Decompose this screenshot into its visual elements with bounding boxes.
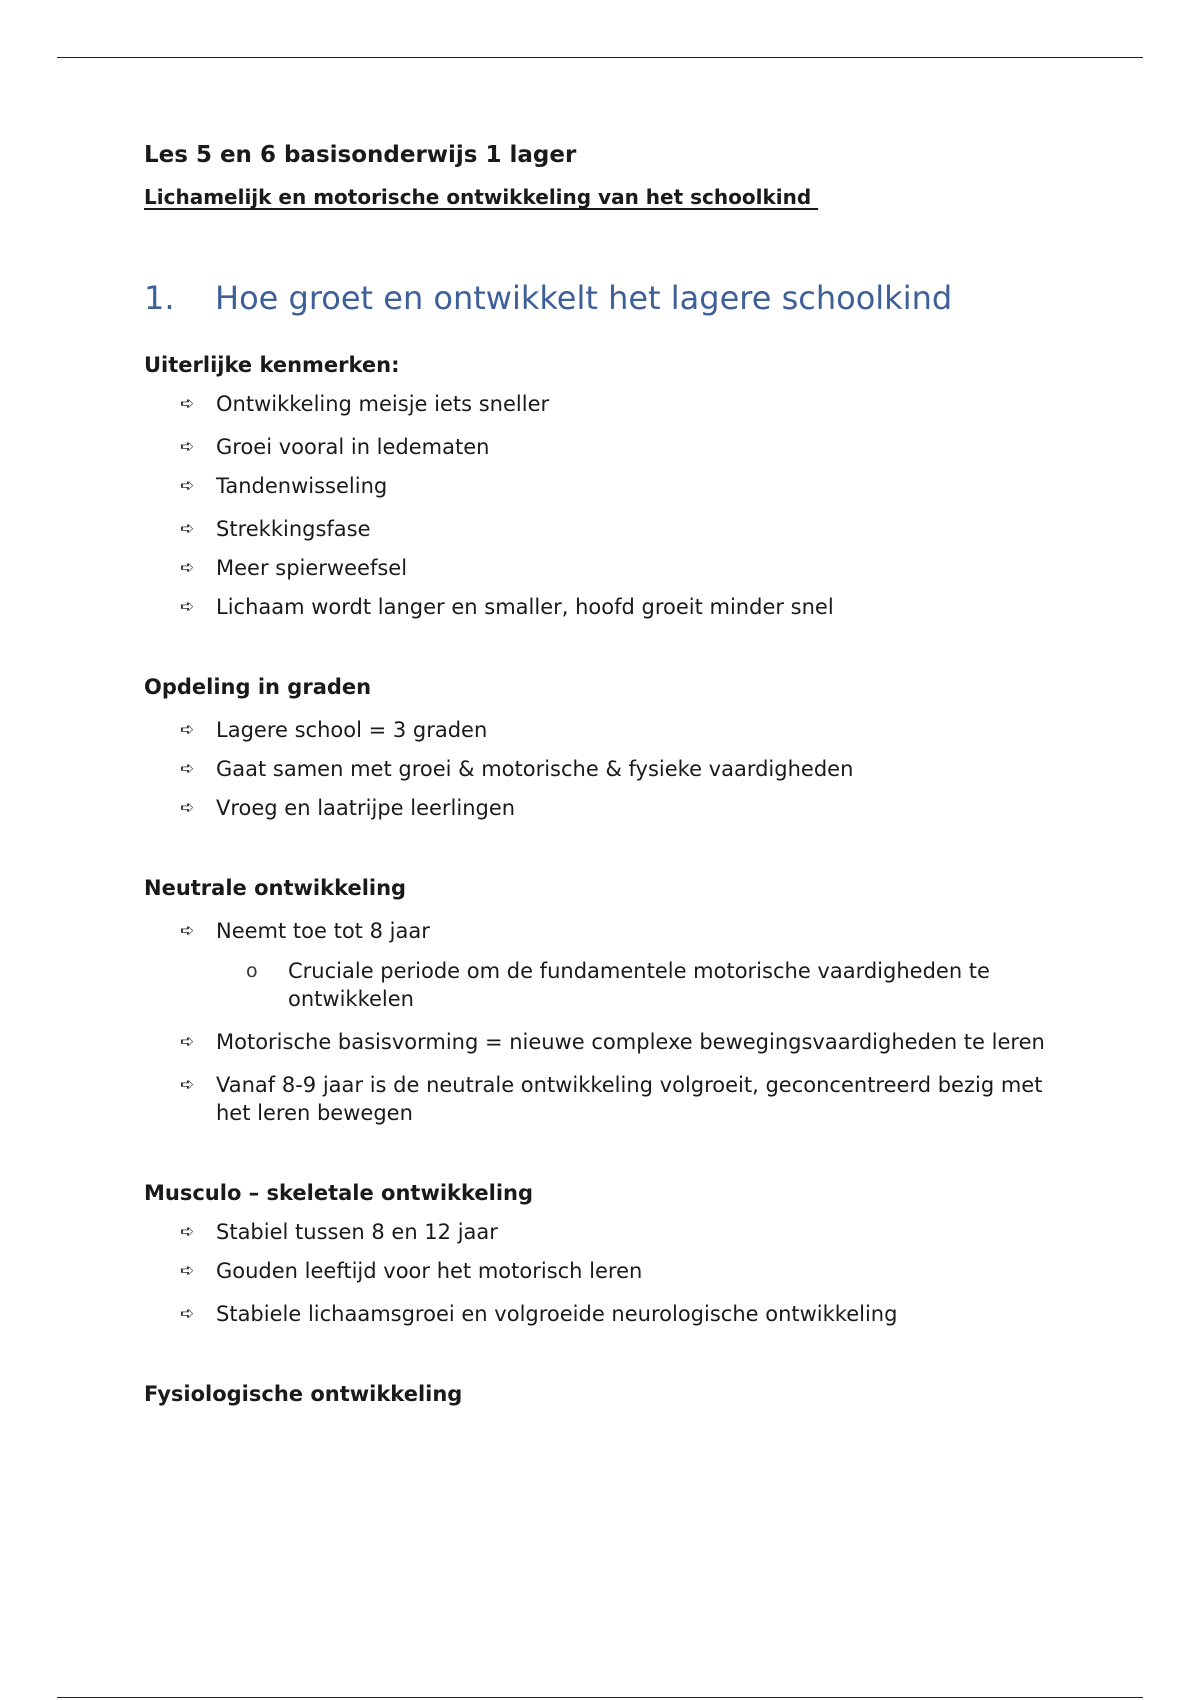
list-item: ➪ Gouden leeftijd voor het motorisch leren bbox=[180, 1259, 643, 1283]
list-item: ➪ Stabiele lichaamsgroei en volgroeide neurologische ontwikkeling bbox=[180, 1302, 898, 1326]
list-item: ➪ Groei vooral in ledematen bbox=[180, 435, 490, 459]
arrow-bullet-icon: ➪ bbox=[180, 558, 195, 578]
list-item: ➪ Lichaam wordt langer en smaller, hoofd groeit minder snel bbox=[180, 595, 834, 619]
list-item: ➪ Vroeg en laatrijpe leerlingen bbox=[180, 796, 516, 820]
heading-number: 1. bbox=[144, 279, 175, 317]
arrow-bullet-icon: ➪ bbox=[180, 519, 195, 539]
sub-list bbox=[216, 957, 1064, 1013]
arrow-bullet-icon: ➪ bbox=[180, 798, 195, 818]
list-item: ➪ Lagere school = 3 graden bbox=[180, 718, 488, 742]
list-uiterlijke-kenmerken bbox=[144, 390, 1064, 621]
document-subtitle: Lichamelijk en motorische ontwikkeling van het schoolkind bbox=[144, 185, 819, 209]
arrow-bullet-icon: ➪ bbox=[180, 1222, 195, 1242]
arrow-bullet-icon: ➪ bbox=[180, 759, 195, 779]
page-top-rule bbox=[57, 57, 1143, 58]
list-item: ➪ Meer spierweefsel bbox=[180, 556, 408, 580]
arrow-bullet-icon: ➪ bbox=[180, 1075, 195, 1095]
arrow-bullet-icon: ➪ bbox=[180, 437, 195, 457]
page-bottom-rule bbox=[57, 1697, 1143, 1698]
section-title-neutrale-ontwikkeling: Neutrale ontwikkeling bbox=[144, 876, 407, 900]
section-title-fysiologische: Fysiologische ontwikkeling bbox=[144, 1382, 463, 1406]
list-item: ➪ Motorische basisvorming = nieuwe complexe bewegingsvaardigheden te leren bbox=[180, 1030, 1045, 1054]
heading-text: Hoe groet en ontwikkelt het lagere schoolkind bbox=[215, 279, 953, 317]
section-title-opdeling-in-graden: Opdeling in graden bbox=[144, 675, 372, 699]
list-opdeling-in-graden bbox=[144, 716, 1064, 822]
list-musculo-skeletale bbox=[144, 1218, 1064, 1328]
list-item: ➪ Ontwikkeling meisje iets sneller bbox=[180, 392, 550, 416]
arrow-bullet-icon: ➪ bbox=[180, 720, 195, 740]
section-title-uiterlijke-kenmerken: Uiterlijke kenmerken: bbox=[144, 353, 400, 377]
section-title-musculo-skeletale: Musculo – skeletale ontwikkeling bbox=[144, 1181, 534, 1205]
list-item: ➪ Gaat samen met groei & motorische & fysieke vaardigheden bbox=[180, 757, 854, 781]
document-body bbox=[144, 140, 1064, 1408]
list-item: ➪ Stabiel tussen 8 en 12 jaar bbox=[180, 1220, 498, 1244]
arrow-bullet-icon: ➪ bbox=[180, 394, 195, 414]
list-item: ➪ Tandenwisseling bbox=[180, 474, 388, 498]
heading-1 bbox=[144, 278, 1064, 318]
list-neutrale-ontwikkeling bbox=[144, 917, 1064, 1127]
circle-bullet-icon: o bbox=[246, 960, 258, 982]
document-title: Les 5 en 6 basisonderwijs 1 lager bbox=[144, 142, 577, 168]
arrow-bullet-icon: ➪ bbox=[180, 921, 195, 941]
list-item: ➪ Neemt toe tot 8 jaar o Cruciale periode om de fundamentele motorische vaardigheden te ontwikkelen bbox=[144, 917, 1064, 1013]
arrow-bullet-icon: ➪ bbox=[180, 1304, 195, 1324]
list-item: ➪ Vanaf 8-9 jaar is de neutrale ontwikkeling volgroeit, geconcentreerd bezig met het leren bewegen bbox=[180, 1073, 1043, 1125]
sub-list-item: o Cruciale periode om de fundamentele motorische vaardigheden te ontwikkelen bbox=[246, 959, 990, 1011]
arrow-bullet-icon: ➪ bbox=[180, 476, 195, 496]
arrow-bullet-icon: ➪ bbox=[180, 1032, 195, 1052]
list-item: ➪ Strekkingsfase bbox=[180, 517, 371, 541]
arrow-bullet-icon: ➪ bbox=[180, 1261, 195, 1281]
arrow-bullet-icon: ➪ bbox=[180, 597, 195, 617]
